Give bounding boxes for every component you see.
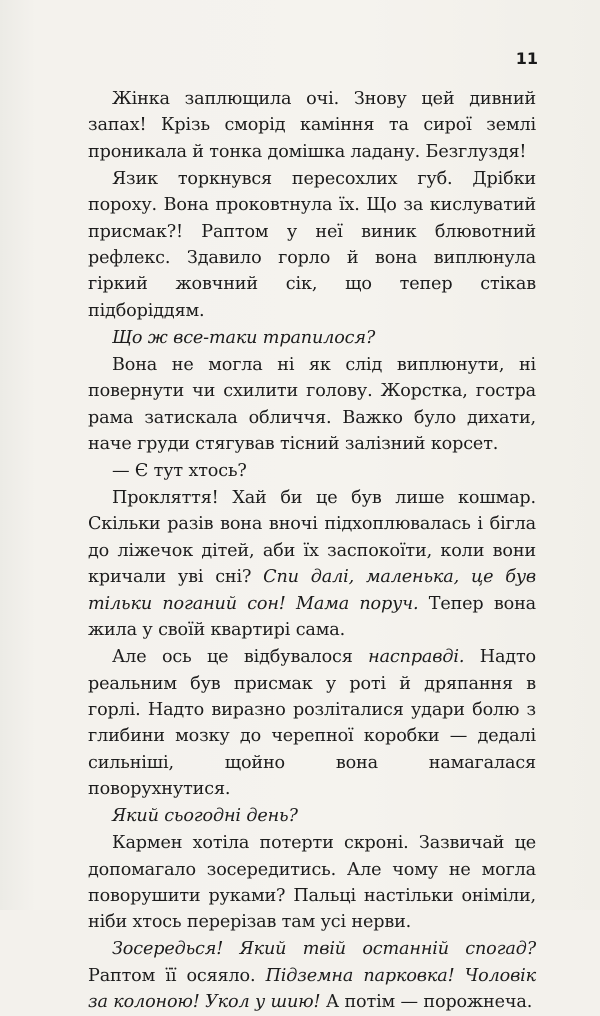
- paragraph: [88, 936, 536, 1015]
- text-segment: Вона не могла ні як слід виплюнути, ні повернути чи схилити голову. Жорстка, гостра рама затискала обличчя. Важко було дихати, наче груди стягував тісний залізний корсет.: [88, 354, 536, 455]
- text-segment: Жінка заплющила очі. Знову цей дивний запах! Крізь сморід каміння та сирої землі проникала й тонка домішка ладану. Безглуздя!: [88, 89, 536, 162]
- italic-segment: насправді.: [368, 647, 465, 668]
- dialogue-line: [88, 458, 536, 484]
- italic-segment: Що ж все-таки трапилося?: [112, 327, 376, 348]
- paragraph: [88, 830, 536, 936]
- italic-segment: Спи далі, маленька, це був тільки поганий сон! Мама поруч.: [88, 567, 536, 614]
- text-segment: А потім — порожнеча.: [320, 992, 533, 1013]
- text-segment: Раптом її осяяло.: [88, 965, 266, 986]
- text-segment: Кармен хотіла потерти скроні. Зазвичай це допомагало зосередитись. Але чому не могла поворушити руками? Пальці настільки оніміли, ніби хтось перерізав там усі нерви.: [88, 833, 536, 933]
- text-segment: Язик торкнувся пересохлих губ. Дрібки пороху. Вона проковтнула їх. Що за кислуватий присмак?! Раптом у неї виник блювотний рефлекс. Здавило горло й вона виплюнула гіркий жовчний сік, що тепер стікав підборіддям.: [88, 168, 536, 321]
- text-segment: Надто реальним був присмак у роті й дряпання в горлі. Надто виразно розліталися удари болю з глибини мозку до черепної коробки — дедалі сильніші, щойно вона намагалася поворухнутися.: [88, 647, 536, 800]
- text-segment: Прокляття! Хай би це був лише кошмар. Скільки разів вона вночі підхоплювалась і бігла до ліжечок дітей, аби їх заспокоїти, коли вони кричали уві сні?: [88, 488, 536, 588]
- paragraph: [88, 166, 536, 324]
- paragraph: [88, 86, 536, 165]
- text-segment: Тепер вона жила у своїй квартирі сама.: [88, 593, 536, 641]
- italic-segment: Зосередься! Який твій останній спогад?: [112, 939, 536, 960]
- paragraph: [88, 485, 536, 643]
- paragraph: [88, 803, 536, 829]
- italic-segment: Який сьогодні день?: [112, 806, 298, 827]
- page-number: 11: [515, 49, 538, 68]
- paragraph: [88, 644, 536, 802]
- italic-segment: Підземна парковка! Чоловік за колоною! Укол у шию!: [88, 965, 536, 1013]
- body-text: [88, 86, 536, 1016]
- paragraph: [88, 325, 536, 351]
- text-segment: Але ось це відбувалося: [112, 647, 369, 668]
- paragraph: [88, 352, 536, 458]
- text-segment: — Є тут хтось?: [112, 461, 247, 482]
